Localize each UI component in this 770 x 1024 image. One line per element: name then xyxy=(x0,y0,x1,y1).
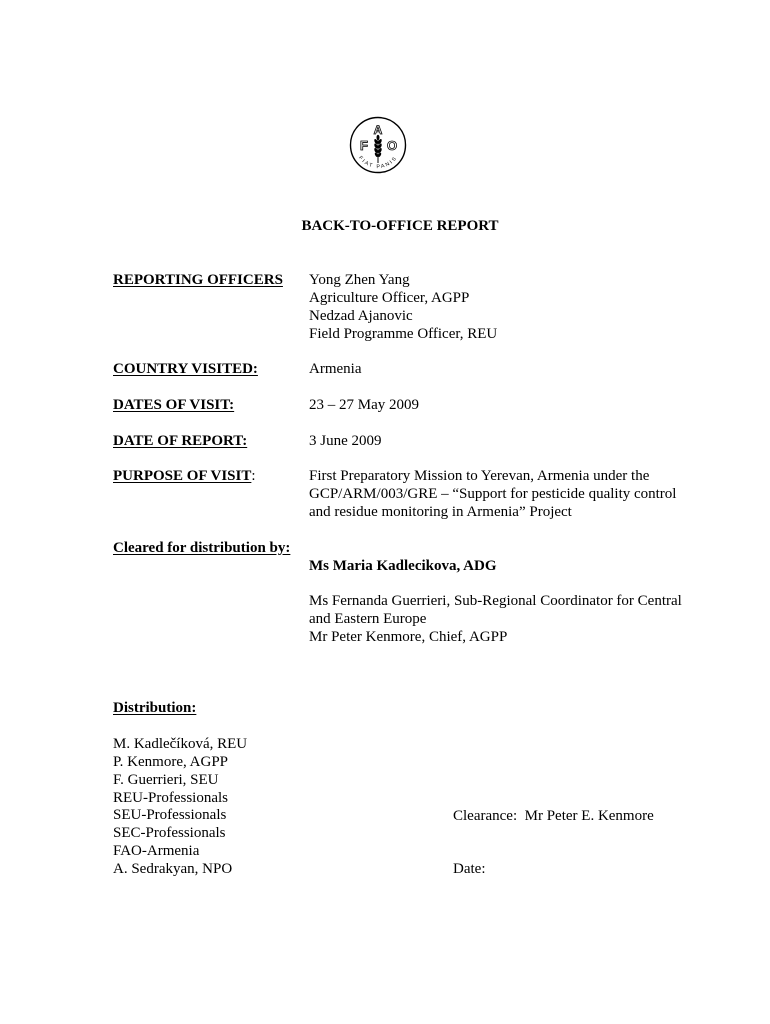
clearance-line: Clearance: Mr Peter E. Kenmore xyxy=(453,807,654,824)
distribution-recipient: SEC-Professionals xyxy=(113,825,226,842)
country-visited-label: COUNTRY VISITED: xyxy=(113,361,258,378)
distribution-recipient: A. Sedrakyan, NPO xyxy=(113,861,233,877)
distribution-recipient: FAO-Armenia xyxy=(113,843,200,860)
date-line: Date: xyxy=(453,861,486,878)
distribution-recipient: SEU-Professionals xyxy=(113,807,227,824)
cleared-by-line: Mr Peter Kenmore, Chief, AGPP xyxy=(309,628,508,645)
logo-motto-text: FIAT PANIS xyxy=(357,155,399,171)
distribution-recipient: REU-Professionals xyxy=(113,789,228,806)
distribution-recipient: F. Guerrieri, SEU xyxy=(113,771,219,788)
purpose-of-visit-label: PURPOSE OF VISIT xyxy=(113,468,252,485)
reporting-officer-line: Field Programme Officer, REU xyxy=(309,325,498,342)
date-of-report-label: DATE OF REPORT: xyxy=(113,432,248,449)
country-visited-value: Armenia xyxy=(309,361,362,378)
cleared-by-primary: Ms Maria Kadlecikova, ADG xyxy=(309,557,497,574)
purpose-line: First Preparatory Mission to Yerevan, Armenia under the xyxy=(309,468,650,485)
distribution-recipient: P. Kenmore, AGPP xyxy=(113,753,229,770)
dates-of-visit-value: 23 – 27 May 2009 xyxy=(309,396,419,413)
cleared-by-others xyxy=(309,593,682,647)
cleared-for-distribution-label: Cleared for distribution by: xyxy=(113,539,291,556)
reporting-officer-line: Yong Zhen Yang xyxy=(309,272,410,288)
reporting-officers-list xyxy=(309,272,497,343)
distribution-label: Distribution: xyxy=(113,700,197,717)
logo-letter-f: F xyxy=(360,138,368,153)
report-title: BACK-TO-OFFICE REPORT xyxy=(301,218,499,235)
purpose-line: and residue monitoring in Armenia” Project xyxy=(309,504,572,521)
cleared-by-line: Ms Fernanda Guerrieri, Sub-Regional Coordinator for Central xyxy=(309,593,682,610)
fao-logo xyxy=(349,116,407,174)
logo-letter-a: A xyxy=(373,123,383,137)
purpose-of-visit-text xyxy=(309,468,676,522)
distribution-list xyxy=(113,736,247,879)
reporting-officer-line: Nedzad Ajanovic xyxy=(309,307,413,324)
logo-letter-o: O xyxy=(386,138,398,153)
dates-of-visit-label: DATES OF VISIT: xyxy=(113,396,235,413)
purpose-of-visit-colon: : xyxy=(251,468,256,485)
date-of-report-value: 3 June 2009 xyxy=(309,432,382,449)
purpose-of-visit-label-group xyxy=(113,468,256,486)
reporting-officers-label: REPORTING OFFICERS xyxy=(113,272,283,288)
distribution-recipient: M. Kadlečíková, REU xyxy=(113,736,248,753)
cleared-by-line: and Eastern Europe xyxy=(309,611,427,628)
reporting-officer-line: Agriculture Officer, AGPP xyxy=(309,289,470,306)
purpose-line: GCP/ARM/003/GRE – “Support for pesticide quality control xyxy=(309,486,677,503)
